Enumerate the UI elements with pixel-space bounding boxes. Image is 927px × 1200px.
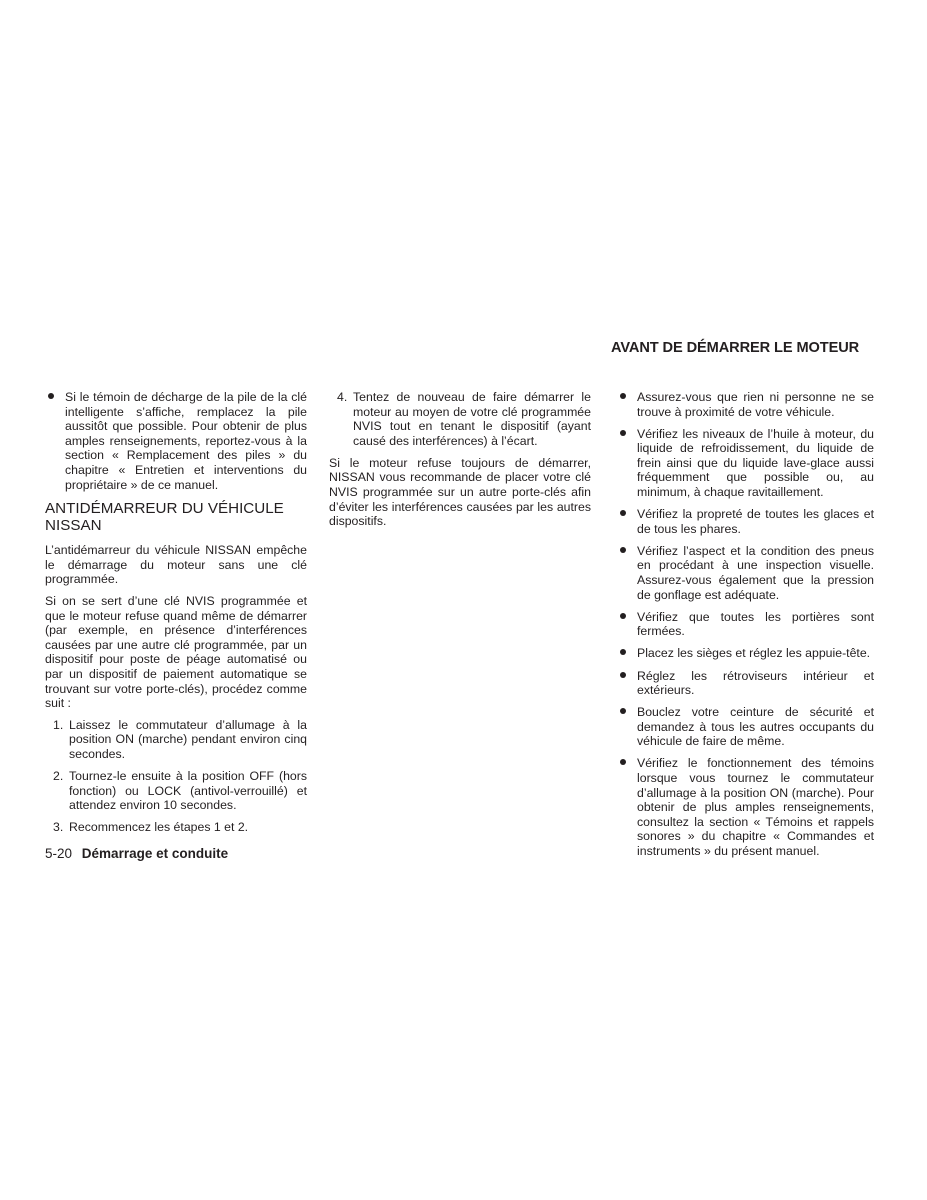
step-text: Tournez-le ensuite à la position OFF (hors fonction) ou LOCK (antivol-verrouillé) et attendez environ 10 secondes.: [69, 768, 307, 813]
paragraph: Si le moteur refuse toujours de démarrer, NISSAN vous recommande de placer votre clé NVIS programmée sur un autre porte-clés afin d’éviter les interférences causées par les autres dispositifs.: [329, 455, 591, 529]
step-text: Laissez le commutateur d’allumage à la position ON (marche) pendant environ cinq secondes.: [69, 717, 307, 761]
bullet-text: Vérifiez que toutes les portières sont fermées.: [637, 609, 874, 639]
list-item: [617, 669, 874, 698]
bullet-icon: [620, 547, 626, 553]
bullet-text: Assurez-vous que rien ni personne ne se trouve à proximité de votre véhicule.: [637, 390, 874, 419]
bullet-text: Si le témoin de décharge de la pile de la clé intelligente s’affiche, remplacez la pile aussitôt que possible. Pour obtenir de plus amples renseignements, reportez-vous à la section « Remplacement des piles » du chapitre « Entretien et interventions du propriétaire » de ce manuel.: [65, 390, 307, 492]
checklist: [617, 390, 874, 859]
step-number: 3.: [53, 820, 64, 835]
list-item: [617, 507, 874, 536]
page-footer: [45, 846, 228, 861]
bullet-icon: [48, 393, 54, 399]
step-number: 1.: [53, 717, 64, 732]
list-item: [45, 820, 307, 835]
numbered-list: [45, 718, 307, 835]
column-left: [45, 390, 307, 842]
heading-line-2: NISSAN: [45, 517, 102, 535]
list-item: [617, 390, 874, 419]
step-number: 4.: [337, 390, 348, 404]
column-right: [617, 390, 874, 866]
bullet-icon: [620, 708, 626, 714]
bullet-icon: [620, 759, 626, 765]
chapter-title: Démarrage et conduite: [81, 846, 229, 861]
bullet-text: Vérifiez la propreté de toutes les glaces et de tous les phares.: [637, 507, 874, 536]
bullet-text: Bouclez votre ceinture de sécurité et demandez à tous les autres occupants du véhicule de faire de même.: [637, 705, 874, 749]
subsection-heading: [45, 500, 307, 534]
list-item: [617, 756, 874, 858]
bullet-icon: [620, 393, 626, 399]
list-item: [45, 718, 307, 762]
heading-line-1: ANTIDÉMARREUR DU VÉHICULE: [45, 500, 284, 518]
list-item: [329, 390, 591, 448]
step-number: 2.: [53, 768, 64, 783]
bullet-icon: [620, 672, 626, 678]
bullet-list: [45, 390, 307, 492]
list-item: [45, 390, 307, 492]
list-item: [617, 646, 874, 661]
step-text: Recommencez les étapes 1 et 2.: [69, 820, 249, 835]
bullet-text: Placez les sièges et réglez les appuie-tête.: [637, 646, 871, 661]
paragraph: L’antidémarreur du véhicule NISSAN empêche le démarrage du moteur sans une clé programmée.: [45, 543, 307, 587]
bullet-icon: [620, 430, 626, 436]
bullet-text: Vérifiez le fonctionnement des témoins lorsque vous tournez le commutateur d’allumage à la position ON (marche). Pour obtenir de plus amples renseignements, consultez la section « Témoins et rappels sonores » du chapitre « Commandes et instruments » du présent manuel.: [637, 756, 874, 859]
section-title: AVANT DE DÉMARRER LE MOTEUR: [611, 340, 860, 356]
bullet-icon: [620, 649, 626, 655]
step-text: Tentez de nouveau de faire démarrer le moteur au moyen de votre clé programmée NVIS tout en tenant le dispositif (ayant causé des interférences) à l’écart.: [353, 390, 591, 448]
numbered-list: [329, 390, 591, 448]
list-item: [617, 427, 874, 500]
paragraph: Si on se sert d’une clé NVIS programmée et que le moteur refuse quand même de démarrer (par exemple, en présence d’interférences causées par une autre clé programmée, par un dispositif pour poste de péage automatisé ou par un dispositif de paiement automatique se trouvant sur votre porte-clés), procédez comme suit :: [45, 593, 307, 711]
list-item: [617, 610, 874, 639]
bullet-icon: [620, 613, 626, 619]
bullet-text: Vérifiez les niveaux de l’huile à moteur, du liquide de refroidissement, du liquide de frein ainsi que du liquide lave-glace aussi fréquemment que possible ou, au minimum, à chaque ravitaillement.: [637, 426, 874, 500]
list-item: [617, 705, 874, 749]
list-item: [617, 544, 874, 602]
bullet-icon: [620, 510, 626, 516]
bullet-text: Vérifiez l’aspect et la condition des pneus en procédant à une inspection visuelle. Assurez-vous également que la pression de gonflage est adéquate.: [637, 543, 874, 602]
list-item: [45, 769, 307, 813]
bullet-text: Réglez les rétroviseurs intérieur et extérieurs.: [637, 668, 874, 698]
page-number: 5-20: [45, 846, 73, 861]
column-middle: [329, 390, 591, 536]
